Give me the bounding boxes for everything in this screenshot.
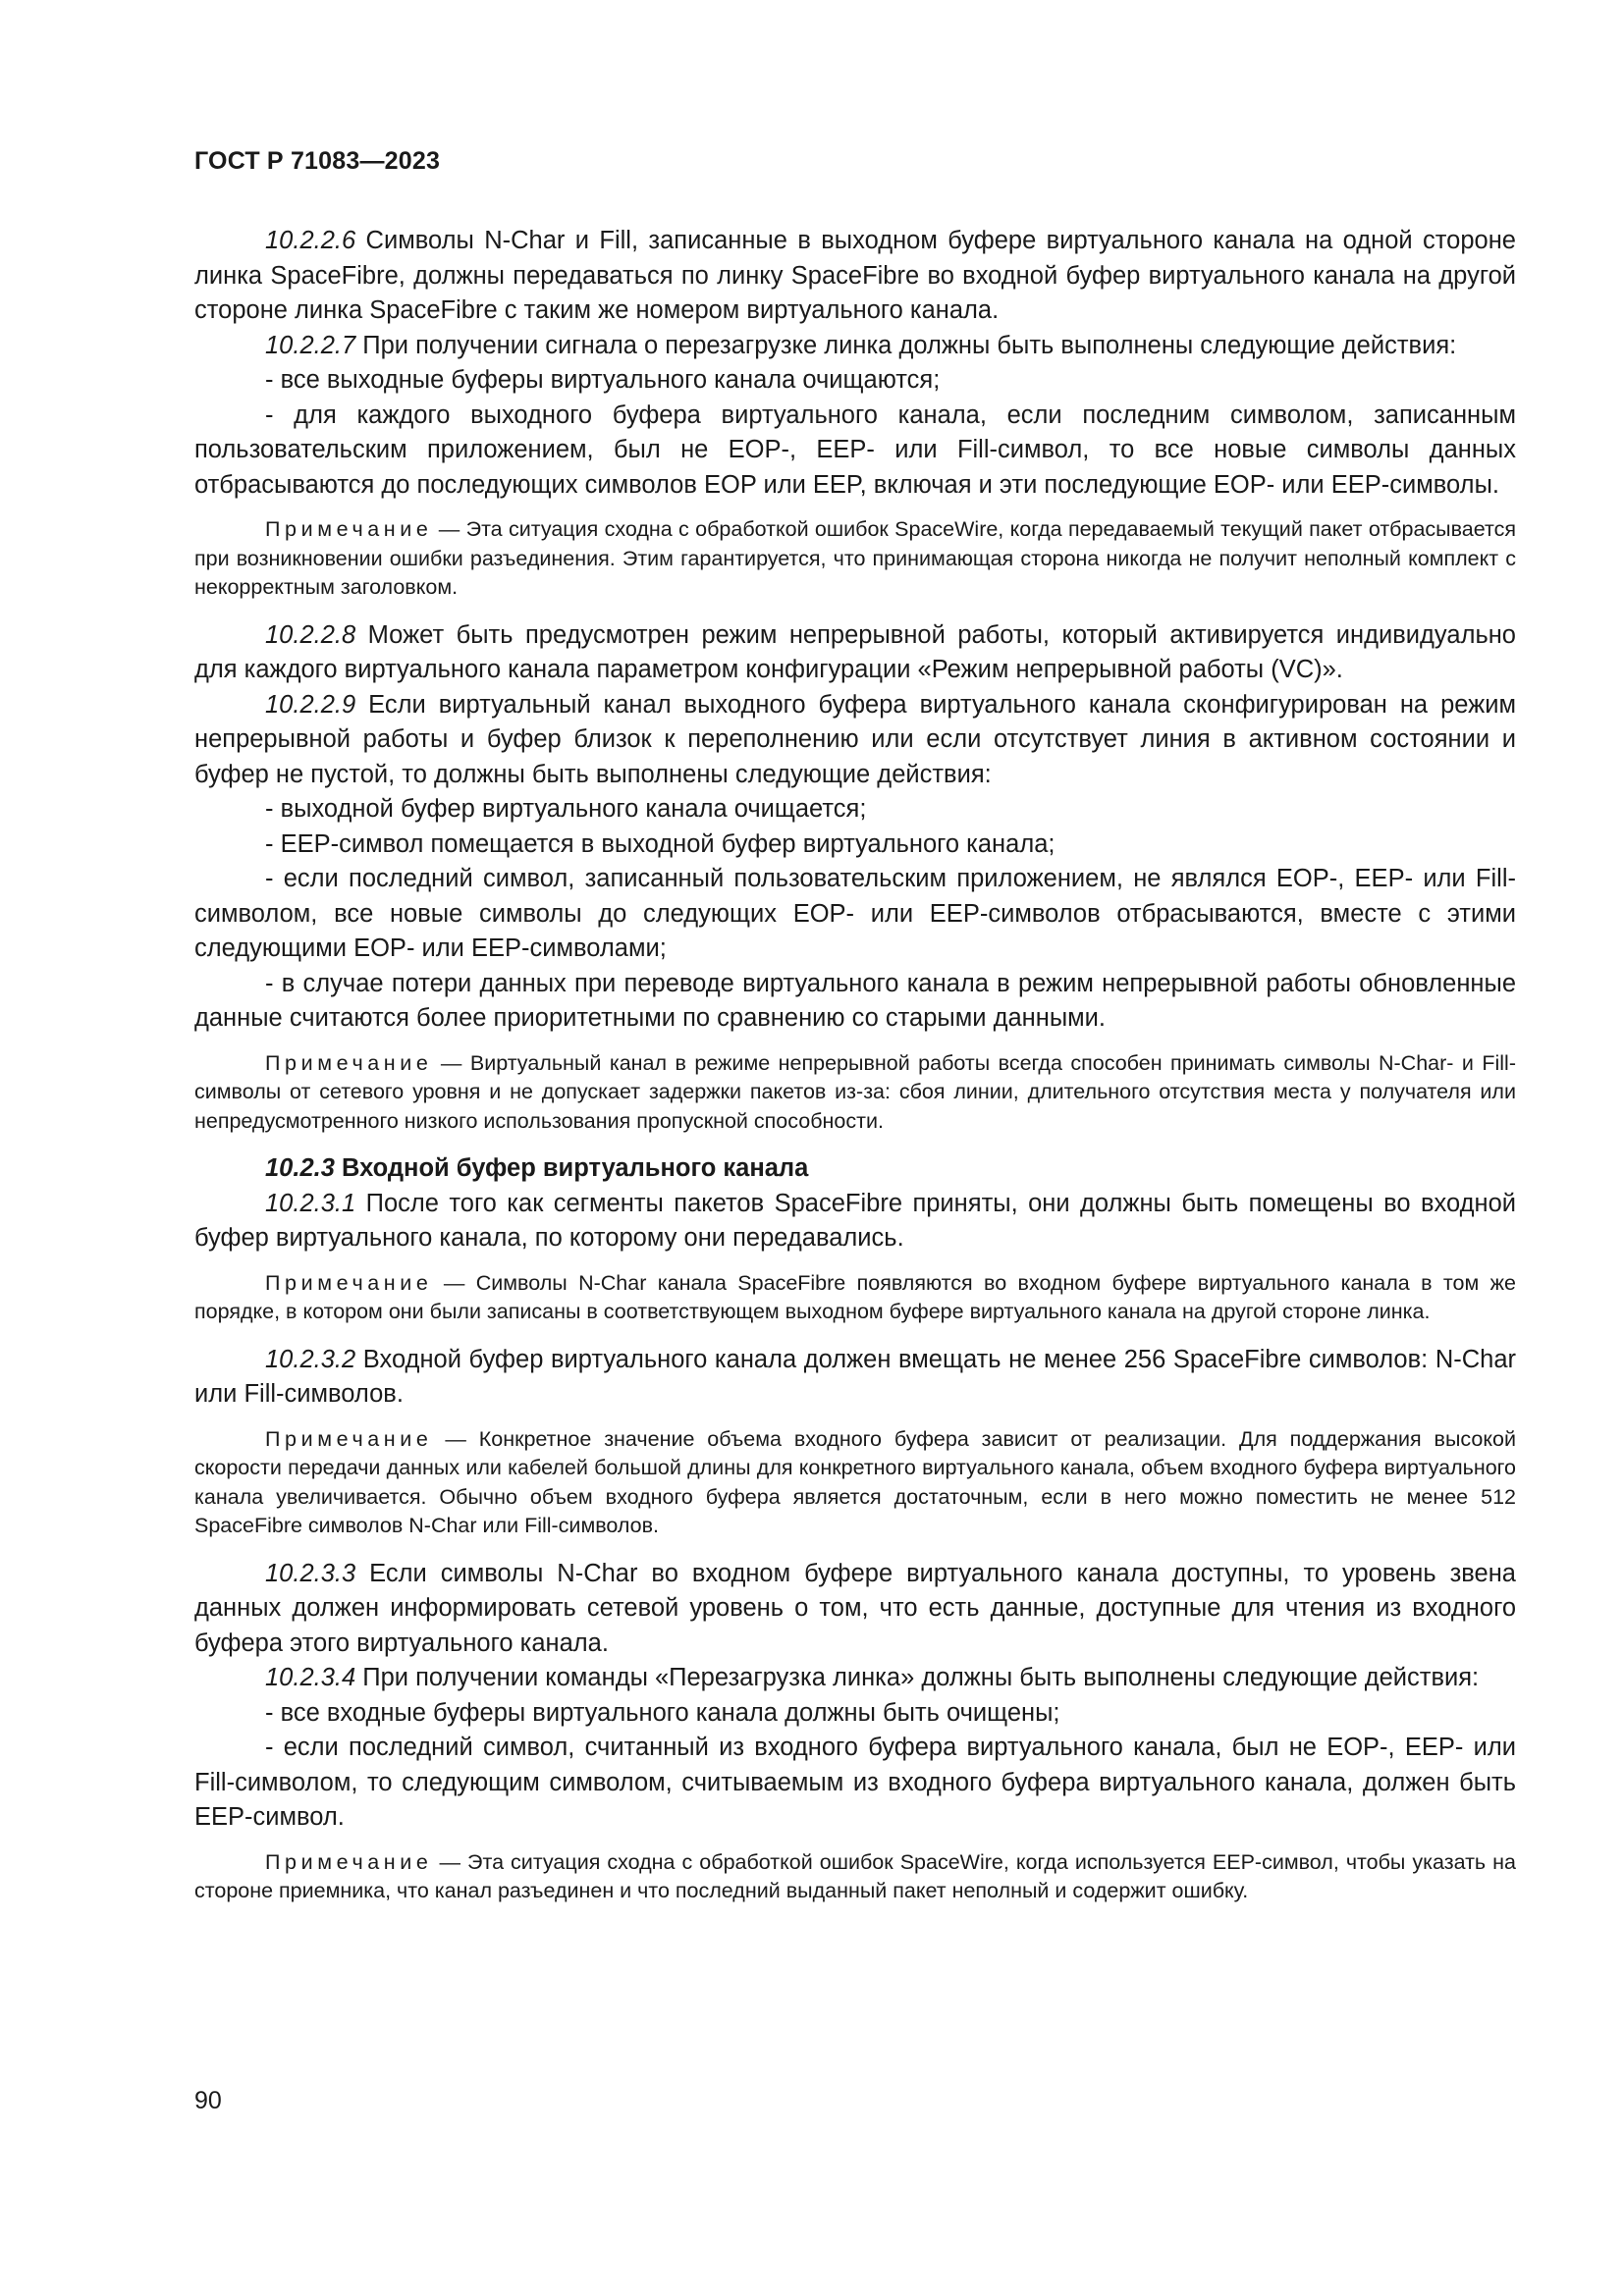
clause-text: При получении команды «Перезагрузка линка» должны быть выполнены следующие действия:: [355, 1664, 1480, 1691]
list-item: - для каждого выходного буфера виртуального канала, если последним символом, записанным пользовательским приложением, был не EOP-, EEP- или Fill-символ, то все новые символы данных отбрасываются до последующих символов EOP или EEP, включая и эти последующие EOP- или EEP-символы.: [194, 400, 1516, 499]
section-number: 10.2.3: [265, 1154, 335, 1182]
document-header: ГОСТ Р 71083—2023: [194, 147, 441, 175]
paragraph-10-2-2-8: [194, 618, 1516, 688]
clause-number: 10.2.3.1: [265, 1189, 356, 1217]
paragraph-10-2-2-9: [194, 688, 1516, 793]
paragraph-10-2-3-3: [194, 1557, 1516, 1662]
note-label: Примечание: [265, 1426, 433, 1451]
note-label: Примечание: [265, 1050, 433, 1075]
paragraph-10-2-2-6: [194, 224, 1516, 329]
clause-number: 10.2.3.2: [265, 1345, 356, 1373]
note-text: — Символы N-Char канала SpaceFibre появляются во входном буфере виртуального канала в том же порядке, в котором они были записаны в соответствующем выходном буфере виртуального канала на другой стороне линка.: [194, 1270, 1516, 1323]
clause-number: 10.2.2.7: [265, 331, 356, 359]
note-label: Примечание: [265, 1849, 433, 1874]
clause-number: 10.2.3.3: [265, 1559, 356, 1587]
list-item: - все выходные буферы виртуального канала очищаются;: [265, 366, 941, 394]
note-2: [194, 1049, 1516, 1137]
section-heading-10-2-3: [194, 1151, 1516, 1187]
list-item: - выходной буфер виртуального канала очищается;: [265, 795, 867, 823]
page-content: [194, 224, 1516, 1922]
clause-number: 10.2.2.9: [265, 690, 356, 719]
note-5: [194, 1848, 1516, 1906]
paragraph-10-2-2-7: [194, 329, 1516, 364]
clause-text: Если виртуальный канал выходного буфера виртуального канала сконфигурирован на режим непрерывной работы и буфер близок к переполнению или если отсутствует линия в активном состоянии и буфер не пустой, то должны быть выполнены следующие действия:: [194, 690, 1516, 788]
clause-text: Если символы N-Char во входном буфере виртуального канала доступны, то уровень звена данных должен информировать сетевой уровень о том, что есть данные, доступные для чтения из входного буфера этого виртуального канала.: [194, 1559, 1516, 1657]
clause-text: После того как сегменты пакетов SpaceFibre приняты, они должны быть помещены во входной буфер виртуального канала, по которому они передавались.: [194, 1189, 1516, 1252]
note-1: [194, 515, 1516, 603]
paragraph-10-2-3-4: [194, 1661, 1516, 1696]
clause-text: При получении сигнала о перезагрузке линка должны быть выполнены следующие действия:: [355, 331, 1457, 359]
paragraph-10-2-3-1: [194, 1187, 1516, 1256]
list-item: - если последний символ, считанный из входного буфера виртуального канала, был не EOP-, EEP- или Fill-символом, то следующим символом, считываемым из входного буфера виртуального канала, должен быть EEP-символ.: [194, 1734, 1516, 1831]
note-text: — Виртуальный канал в режиме непрерывной работы всегда способен принимать символы N-Char- и Fill-символы от сетевого уровня и не допускает задержки пакетов из-за: сбоя линии, длительного отсутствия места у получателя или непредусмотренного низкого использования пропускной способности.: [194, 1050, 1516, 1133]
note-text: — Эта ситуация сходна с обработкой ошибок SpaceWire, когда передаваемый текущий пакет отбрасывается при возникновении ошибки разъединения. Этим гарантируется, что принимающая сторона никогда не получит неполный комплект с некорректным заголовком.: [194, 517, 1516, 599]
section-title: Входной буфер виртуального канала: [334, 1154, 809, 1182]
clause-text: Входной буфер виртуального канала должен вмещать не менее 256 SpaceFibre символов: N-Char или Fill-символов.: [194, 1345, 1516, 1408]
note-text: — Конкретное значение объема входного буфера зависит от реализации. Для поддержания высокой скорости передачи данных или кабелей большой длины для конкретного виртуального канала, объем входного буфера виртуального канала увеличивается. Обычно объем входного буфера является достаточным, если в него можно поместить не менее 512 SpaceFibre символов N-Char или Fill-символов.: [194, 1426, 1516, 1537]
clause-number: 10.2.3.4: [265, 1664, 356, 1691]
note-3: [194, 1269, 1516, 1327]
clause-text: Может быть предусмотрен режим непрерывной работы, который активируется индивидуально для каждого виртуального канала параметром конфигурации «Режим непрерывной работы (VC)».: [194, 620, 1516, 683]
clause-number: 10.2.2.8: [265, 620, 356, 649]
clause-text: Символы N-Char и Fill, записанные в выходном буфере виртуального канала на одной стороне линка SpaceFibre, должны передаваться по линку SpaceFibre во входной буфер виртуального канала на другой стороне линка SpaceFibre с таким же номером виртуального канала.: [194, 227, 1516, 324]
note-text: — Эта ситуация сходна с обработкой ошибок SpaceWire, когда используется EEP-символ, чтобы указать на стороне приемника, что канал разъединен и что последний выданный пакет неполный и содержит ошибку.: [194, 1849, 1516, 1902]
paragraph-10-2-3-2: [194, 1343, 1516, 1413]
note-4: [194, 1425, 1516, 1541]
page-number: 90: [194, 2087, 222, 2114]
list-item: - если последний символ, записанный пользовательским приложением, не являлся EOP-, EEP- или Fill-символом, все новые символы до следующих EOP- или EEP-символов отбрасываются, вместе с этими следующими EOP- или EEP-символами;: [194, 865, 1516, 962]
clause-number: 10.2.2.6: [265, 227, 356, 254]
list-item: - все входные буферы виртуального канала должны быть очищены;: [265, 1698, 1060, 1727]
note-label: Примечание: [265, 517, 433, 541]
note-label: Примечание: [265, 1270, 433, 1295]
list-item: - EEP-символ помещается в выходной буфер виртуального канала;: [265, 829, 1056, 858]
list-item: - в случае потери данных при переводе виртуального канала в режим непрерывной работы обновленные данные считаются более приоритетными по сравнению со старыми данными.: [194, 969, 1516, 1032]
